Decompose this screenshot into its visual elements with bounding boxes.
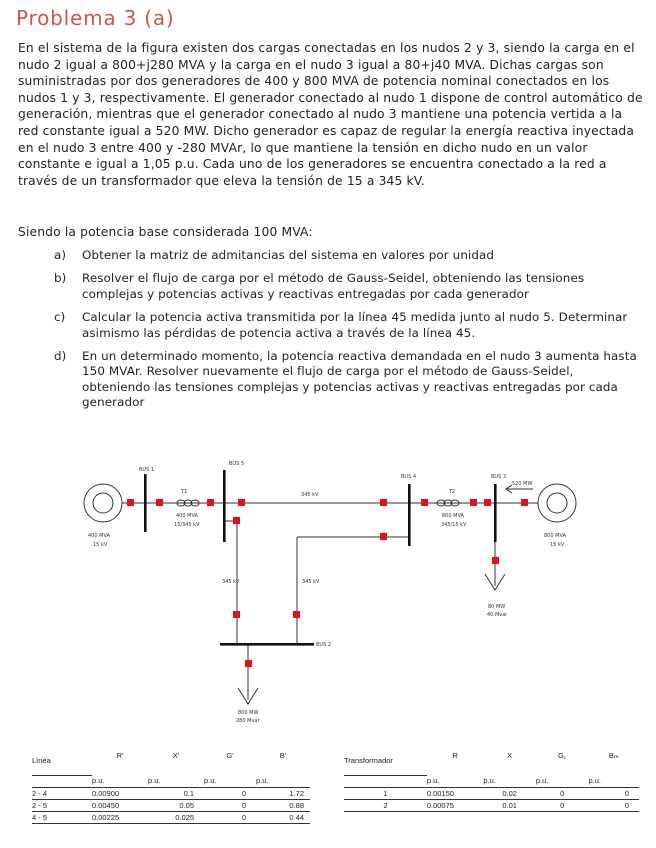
table-header-row [32,747,310,775]
t1-voltage: 15/345 kV [174,522,200,528]
table-cell: p.u. [204,775,256,787]
breaker [245,660,252,667]
table-cell: p.u. [427,775,484,787]
table-row [32,799,310,811]
t2-rating: 800 MVA [442,513,464,519]
table-cell: 0.00450 [92,800,120,810]
page-title: Problema 3 (a) [16,6,175,30]
table-cell: 0.00150 [426,788,454,798]
load-3-p: 80 MW [488,604,506,610]
bus-4-label: BUS 4 [401,474,417,480]
generator-1-icon [84,484,122,522]
table-cell: 4 - 5 [32,812,48,822]
bus-5-label: BUS 5 [229,461,245,467]
question-label: d) [54,349,67,364]
load-2-p: 800 MW [238,710,259,716]
breaker [127,499,134,506]
breaker [380,499,387,506]
t1-rating: 400 MVA [176,513,198,519]
table-cell: p.u. [92,775,148,787]
load-2-q: 280 Mvar [236,718,260,724]
table-header: B' [279,751,287,760]
table-cell: 0 [241,788,246,798]
question-text: Obtener la matriz de admitancias del sistema en valores por unidad [82,248,495,262]
table-header: R' [116,751,124,760]
table-cell: 0.05 [179,800,194,810]
bus-4-bar [408,484,411,546]
question-label: b) [54,271,67,286]
table-cell: p.u. [588,775,639,787]
breaker [521,499,528,506]
transformer-parameter-table [344,747,639,812]
base-power-statement: Siendo la potencia base considerada 100 MVA: [18,225,313,239]
breaker [293,611,300,618]
table-cell: 2 [383,800,388,810]
gen1-rating: 400 MVA [88,533,110,539]
table-cell: 0.02 [502,788,517,798]
table-cell: 2 - 4 [32,788,48,798]
table-cell: 0 [241,800,246,810]
bus-2-label: BUS 2 [316,642,332,648]
table-row [32,787,310,799]
breaker [238,499,245,506]
breaker [380,533,387,540]
table-row [32,811,310,823]
question-list [54,248,644,419]
breaker [421,499,428,506]
bus-3-label: BUS 3 [491,474,507,480]
table-cell: 0.025 [175,812,194,822]
line-24-voltage: 345 kV [302,579,320,585]
table-row [344,799,639,811]
table-cell: 2 - 5 [32,800,48,810]
line-45-voltage: 345 kV [301,492,319,498]
problem-statement: En el sistema de la figura existen dos cargas conectadas en los nudos 2 y 3, siendo la carga en el nudo 2 igual a 800+j280 MVA y la carga en el nudo 3 igual a 80+j40 MVA. Dichas cargas son suministradas por dos generadores de 400 y 800 MVA de potencia nominal conectados en los nudos 1 y 3, respectivamente. El generador conectado al nudo 1 dispone de control automático de generación, mientras que el generador conectado al nudo 3 mantiene una potencia vertida a la red constante igual a 520 MW. Dicho generador es capaz de regular la energía reactiva inyectada en el nudo 3 entre 400 y -280 MVAr, lo que mantiene la tensión en dicho nudo en un valor constante e igual a 1,05 p.u. Cada uno de los generadores se encuentra conectado a la red a través de un transformador que eleva la tensión de 15 a 345 kV. [18,41,643,188]
table-cell: p.u. [256,775,310,787]
table-cell: p.u. [483,775,536,787]
table-cell: 0 [624,800,629,810]
single-line-diagram [0,440,656,730]
bus-2-bar [220,643,314,646]
table-cell: 0 [624,788,629,798]
table-header: Bₘ [608,751,619,760]
question-text: Calcular la potencia activa transmitida por la línea 45 medida junto al nudo 5. Determinar asimismo las pérdidas de potencia activa a través de la línea 45. [82,310,628,340]
gen1-voltage: 15 kV [93,542,108,548]
breaker [484,499,491,506]
breaker [233,611,240,618]
table-cell [344,775,427,787]
table-header: X' [172,751,180,760]
table-cell: 0.44 [289,812,304,822]
table-cell: 0.1 [183,788,194,798]
t1-label: T1 [181,489,188,495]
table-header-row [344,747,639,775]
question-text: En un determinado momento, la potencia reactiva demandada en el nudo 3 aumenta hasta 150 MVAr. Resolver nuevamente el flujo de carga por el método de Gauss-Seidel, obteniendo las tensiones complejas y potencias activas y reactivas entregadas por cada generador [82,349,637,410]
table-header: Línea [32,747,92,775]
breaker [492,557,499,564]
load-3-q: 40 Mvar [487,612,508,618]
table-cell [32,775,92,787]
table-cell: 1 [383,788,388,798]
question-c [54,310,644,341]
line-parameter-table [32,747,310,824]
table-header: G꜀ [557,751,567,760]
table-cell: 0.00900 [92,788,120,798]
table-header: R [452,751,458,760]
table-header: G' [226,751,234,760]
table-cell: 0.00075 [426,800,454,810]
table-row [344,787,639,799]
table-cell: 0.00225 [92,812,120,822]
generator-3-icon [538,484,576,522]
breaker [233,517,240,524]
table-cell: 0 [560,800,565,810]
breaker [156,499,163,506]
question-text: Resolver el flujo de carga por el método de Gauss-Seidel, obteniendo las tensiones complejas y potencias activas y reactivas entregadas por cada generador [82,271,585,301]
question-a [54,248,644,263]
table-units-row [344,775,639,787]
table-cell: 0.01 [502,800,517,810]
gen3-power: 520 MW [512,481,533,487]
table-cell: 0 [241,812,246,822]
bus-1-bar [144,474,147,532]
gen3-voltage: 15 kV [550,542,565,548]
question-label: a) [54,248,67,262]
breaker [470,499,477,506]
table-cell: p.u. [536,775,589,787]
table-units-row [32,775,310,787]
table-header: X [507,751,513,760]
table-header: Transformador [344,747,427,775]
table-cell: 0.88 [289,800,304,810]
t2-voltage: 345/15 kV [441,522,467,528]
table-cell: 0 [560,788,565,798]
table-cell: 1.72 [289,788,304,798]
gen3-rating: 800 MVA [544,533,566,539]
bus-3-bar [494,484,497,542]
table-cell: p.u. [148,775,204,787]
bus-1-label: BUS 1 [139,467,155,473]
question-d [54,349,644,411]
line-25-voltage: 345 kV [222,579,240,585]
question-b [54,271,644,302]
t2-label: T2 [449,489,456,495]
question-label: c) [54,310,66,325]
breaker [207,499,214,506]
bus-5-bar [223,470,226,542]
